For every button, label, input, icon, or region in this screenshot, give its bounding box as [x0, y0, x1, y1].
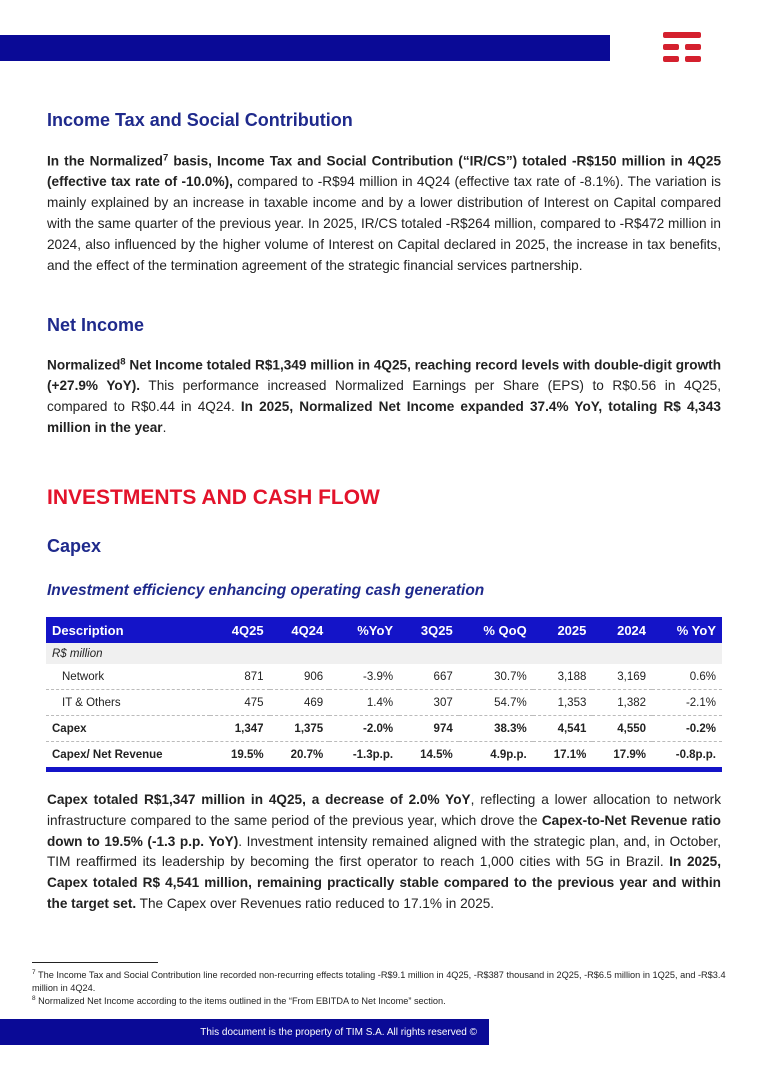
table-cell: 906 [270, 664, 330, 690]
table-cell: 54.7% [459, 690, 533, 716]
table-cell: 3,188 [533, 664, 593, 690]
table-row [46, 664, 722, 690]
table-cell: 1,353 [533, 690, 593, 716]
unit-row [46, 643, 722, 664]
table-cell: -3.9% [329, 664, 399, 690]
income-tax-heading: Income Tax and Social Contribution [47, 110, 353, 130]
table-cell: 14.5% [399, 742, 459, 770]
capex-heading: Capex [47, 536, 102, 556]
header-bar [0, 35, 610, 61]
table-cell: 20.7% [270, 742, 330, 770]
table-cell: 307 [399, 690, 459, 716]
table-cell: 19.5% [210, 742, 270, 770]
footnote-divider [32, 962, 158, 963]
table-cell: 17.9% [592, 742, 652, 770]
column-header: 2024 [592, 617, 652, 643]
table-cell: -2.0% [329, 716, 399, 742]
row-label: Network [46, 664, 210, 690]
footer-text: This document is the property of TIM S.A. All rights reserved © [200, 1026, 477, 1038]
tim-logo-icon [663, 32, 701, 63]
column-header: % YoY [652, 617, 722, 643]
capex-paragraph: Capex totaled R$1,347 million in 4Q25, a decrease of 2.0% YoY, reflecting a lower allocation to network infrastructure compared to the same period of the previous year, which drove the Capex-to-Net Revenue ratio down to 19.5% (-1.3 p.p. YoY). Investment intensity remained aligned with the strategic plan, and, in October, TIM reaffirmed its leadership by becoming the first operator to reach 1,000 cities with 5G in Brazil. In 2025, Capex totaled R$ 4,541 million, remaining practically stable compared to the previous year and within the target set. The Capex over Revenues ratio reduced to 17.1% in 2025. [47, 792, 722, 911]
row-label: Capex [46, 716, 210, 742]
table-cell: 667 [399, 664, 459, 690]
table-cell: 30.7% [459, 664, 533, 690]
table-cell: 4,550 [592, 716, 652, 742]
table-cell: 1,382 [592, 690, 652, 716]
table-cell: 469 [270, 690, 330, 716]
table-row [46, 716, 722, 742]
column-header: %YoY [329, 617, 399, 643]
row-label: IT & Others [46, 690, 210, 716]
table-header-row [46, 617, 722, 643]
net-income-paragraph: Normalized$^8$ Net Income totaled R$1,349 million in 4Q25, reaching record levels with double-digit growth (+27.9% YoY). This performance increased Normalized Earnings per Share (EPS) to R$0.56 in 4Q25, compared to R$0.44 in 4Q24. In 2025, Normalized Net Income expanded 37.4% YoY, totaling R$ 4,343 million in the year. [47, 356, 721, 435]
footnote-7: $^7$ The Income Tax and Social Contribution line recorded non-recurring effects totaling -R$9.1 million in 4Q25, -R$387 thousand in 2Q25, -R$6.5 million in 1Q25, and -R$3.4 million in 4Q24. [32, 969, 726, 993]
table-cell: 17.1% [533, 742, 593, 770]
footer-bar [0, 1019, 489, 1045]
table-row [46, 690, 722, 716]
table-cell: 38.3% [459, 716, 533, 742]
section-heading: INVESTMENTS AND CASH FLOW [47, 486, 380, 509]
table-cell: -1.3p.p. [329, 742, 399, 770]
table-cell: -0.2% [652, 716, 722, 742]
capex-subtitle: Investment efficiency enhancing operating cash generation [47, 582, 485, 599]
table-cell: 974 [399, 716, 459, 742]
table-cell: 1,375 [270, 716, 330, 742]
table-cell: -2.1% [652, 690, 722, 716]
capex-table [46, 617, 722, 772]
net-income-heading: Net Income [47, 315, 145, 335]
column-header: 4Q24 [270, 617, 330, 643]
unit-label: R$ million [46, 643, 722, 664]
table-cell: 475 [210, 690, 270, 716]
table-row [46, 742, 722, 770]
table-cell: 4.9p.p. [459, 742, 533, 770]
row-label: Capex/ Net Revenue [46, 742, 210, 770]
column-header: 3Q25 [399, 617, 459, 643]
table-cell: 871 [210, 664, 270, 690]
table-cell: 1,347 [210, 716, 270, 742]
column-header: Description [46, 617, 210, 643]
column-header: % QoQ [459, 617, 533, 643]
table-cell: 1.4% [329, 690, 399, 716]
income-tax-paragraph: In the Normalized$^7$ basis, Income Tax and Social Contribution (“IR/CS”) totaled -R$150 million in 4Q25 (effective tax rate of -10.0%), compared to -R$94 million in 4Q24 (effective tax rate of -8.1%). The variation is mainly explained by an increase in taxable income and by a lower distribution of Interest on Capital compared with the same quarter of the previous year. In 2025, IR/CS totaled -R$264 million, compared to -R$472 million in 2024, also influenced by the higher volume of Interest on Capital declared in 2025, the increase in tax benefits, and the effect of the termination agreement of the strategic financial services partnership. [47, 152, 722, 273]
table-cell: 3,169 [592, 664, 652, 690]
column-header: 2025 [533, 617, 593, 643]
table-cell: 0.6% [652, 664, 722, 690]
table-cell: 4,541 [533, 716, 593, 742]
table-cell: -0.8p.p. [652, 742, 722, 770]
footnote-8: $^8$ Normalized Net Income according to the items outlined in the “From EBITDA to Net Income” section. [32, 995, 446, 1007]
column-header: 4Q25 [210, 617, 270, 643]
